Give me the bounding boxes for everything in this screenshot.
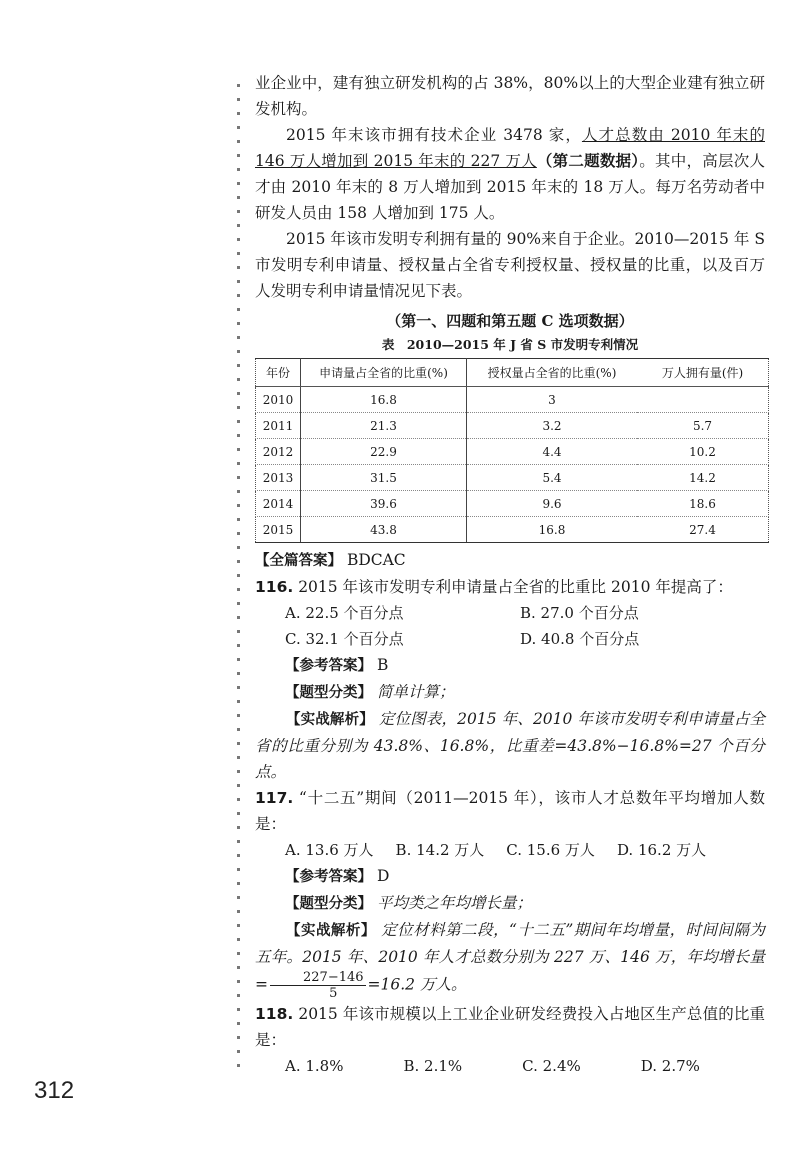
cell-per-10k: 14.2 xyxy=(637,465,769,491)
cell-per-10k: 18.6 xyxy=(637,491,769,517)
cell-per-10k: 5.7 xyxy=(637,413,769,439)
cell-grant: 4.4 xyxy=(467,439,638,465)
option-d: D. 40.8 个百分点 xyxy=(520,630,640,648)
intro-paragraph-3: 2015 年该市发明专利拥有量的 90%来自于企业。2010—2015 年 S 市发明专利申请量、授权量占全省专利授权量、授权量的比重，以及百万人发明专利申请量情况见下表。 xyxy=(255,230,765,300)
cell-apply: 31.5 xyxy=(301,465,467,491)
option-b: B. 14.2 万人 xyxy=(395,841,485,859)
table-row xyxy=(256,439,769,465)
option-a: A. 22.5 个百分点 xyxy=(285,604,404,622)
ref-answer: B xyxy=(376,656,389,674)
intro-p2-underlined: 人才总数由 2010 年末的 146 万人增加到 2015 年末的 227 万人 xyxy=(255,126,765,170)
cell-apply: 22.9 xyxy=(301,439,467,465)
cell-grant: 9.6 xyxy=(467,491,638,517)
page-number: 312 xyxy=(34,1077,75,1104)
table-row xyxy=(256,465,769,491)
analysis-label: 【实战解析】 xyxy=(286,923,376,939)
analysis-label: 【实战解析】 xyxy=(286,712,374,728)
q116-options xyxy=(255,600,765,626)
analysis-text: 定位材料第二段，“十二五”期间年均增量，时间间隔为五年。2015 年、2010 年人才总数分别为 227 万、146 万，年均增长量= xyxy=(255,921,765,994)
cell-apply: 39.6 xyxy=(301,491,467,517)
ref-answer: D xyxy=(376,867,390,885)
cell-grant: 5.4 xyxy=(467,465,638,491)
patent-table xyxy=(255,358,769,543)
option-c: C. 2.4% xyxy=(522,1057,581,1075)
option-d: D. 2.7% xyxy=(640,1057,700,1075)
table-row xyxy=(256,491,769,517)
type-label: 【题型分类】 xyxy=(285,896,372,912)
intro-p2-d: 。其中，高层次人才由 2010 年末的 8 万人增加到 2015 年末的 18 万人。每万名劳动者中研发人员由 158 人增加到 175 人。 xyxy=(255,152,765,222)
q116-reference xyxy=(255,652,765,679)
cell-apply: 43.8 xyxy=(301,517,467,543)
cell-per-10k: 10.2 xyxy=(637,439,769,465)
q117-analysis xyxy=(255,917,765,1001)
cell-year: 2013 xyxy=(256,465,301,491)
cell-per-10k xyxy=(637,387,769,413)
cell-year: 2015 xyxy=(256,517,301,543)
q117-type xyxy=(255,890,765,917)
intro-p2-a: 2015 年末该市拥有技术企业 3478 家， xyxy=(286,126,582,144)
table-row xyxy=(256,413,769,439)
intro-paragraph-2 xyxy=(255,122,765,226)
intro-paragraph-1: 业企业中，建有独立研发机构的占 38%，80%以上的大型企业建有独立研发机构。 xyxy=(255,74,765,118)
binding-margin-line xyxy=(232,78,246,1074)
ref-label: 【参考答案】 xyxy=(285,869,372,885)
q118-options xyxy=(255,1053,765,1079)
question-116 xyxy=(255,574,765,600)
option-b: B. 2.1% xyxy=(403,1057,463,1075)
header-year: 年份 xyxy=(256,359,301,387)
cell-year: 2012 xyxy=(256,439,301,465)
cell-grant: 16.8 xyxy=(467,517,638,543)
intro-p2-note: （第二题数据） xyxy=(536,151,640,170)
analysis-text: 定位图表，2015 年、2010 年该市发明专利申请量占全省的比重分别为 43.8%、16.8%，比重差=43.8%−16.8%=27 个百分点。 xyxy=(255,710,766,781)
question-number: 117. xyxy=(255,789,294,807)
cell-grant: 3.2 xyxy=(467,413,638,439)
all-answers-value: BDCAC xyxy=(346,551,406,569)
table-header-row xyxy=(256,359,769,387)
option-c: C. 32.1 个百分点 xyxy=(285,630,404,648)
question-118 xyxy=(255,1001,765,1053)
question-117 xyxy=(255,785,765,837)
table-row xyxy=(256,517,769,543)
analysis-tail: =16.2 万人。 xyxy=(367,975,467,994)
table-row xyxy=(256,387,769,413)
cell-per-10k: 27.4 xyxy=(637,517,769,543)
fraction-numerator: 227−146 xyxy=(270,970,366,986)
header-grant: 授权量占全省的比重(%) xyxy=(467,359,638,387)
cell-year: 2014 xyxy=(256,491,301,517)
question-number: 118. xyxy=(255,1005,294,1023)
header-per-10k: 万人拥有量(件) xyxy=(637,359,769,387)
ref-label: 【参考答案】 xyxy=(285,658,372,674)
question-text: 2015 年该市规模以上工业企业研发经费投入占地区生产总值的比重是： xyxy=(255,1005,765,1049)
type-value: 简单计算； xyxy=(376,683,455,701)
all-answers xyxy=(255,547,765,574)
cell-apply: 21.3 xyxy=(301,413,467,439)
fraction xyxy=(270,970,366,1001)
cell-year: 2010 xyxy=(256,387,301,413)
type-value: 平均类之年均增长量； xyxy=(376,894,532,912)
q116-analysis xyxy=(255,706,765,785)
page-content xyxy=(255,70,765,1079)
q116-options-2 xyxy=(255,626,765,652)
table-caption: 表 2010—2015 年 J 省 S 市发明专利情况 xyxy=(381,337,639,352)
question-number: 116. xyxy=(255,578,294,596)
header-apply: 申请量占全省的比重(%) xyxy=(301,359,467,387)
q117-reference xyxy=(255,863,765,890)
fraction-denominator: 5 xyxy=(329,986,338,1001)
q116-type xyxy=(255,679,765,706)
type-label: 【题型分类】 xyxy=(285,685,372,701)
option-b: B. 27.0 个百分点 xyxy=(520,604,639,622)
question-text: 2015 年该市发明专利申请量占全省的比重比 2010 年提高了： xyxy=(298,578,733,596)
option-d: D. 16.2 万人 xyxy=(616,841,707,859)
cell-grant: 3 xyxy=(467,387,638,413)
cell-apply: 16.8 xyxy=(301,387,467,413)
q117-options xyxy=(255,837,765,863)
option-c: C. 15.6 万人 xyxy=(506,841,595,859)
option-a: A. 13.6 万人 xyxy=(285,841,374,859)
question-text: “十二五”期间（2011—2015 年），该市人才总数年平均增加人数是： xyxy=(255,789,765,833)
cell-year: 2011 xyxy=(256,413,301,439)
table-heading: （第一、四题和第五题 C 选项数据） xyxy=(386,312,634,330)
all-answers-label: 【全篇答案】 xyxy=(255,553,342,569)
option-a: A. 1.8% xyxy=(285,1057,344,1075)
